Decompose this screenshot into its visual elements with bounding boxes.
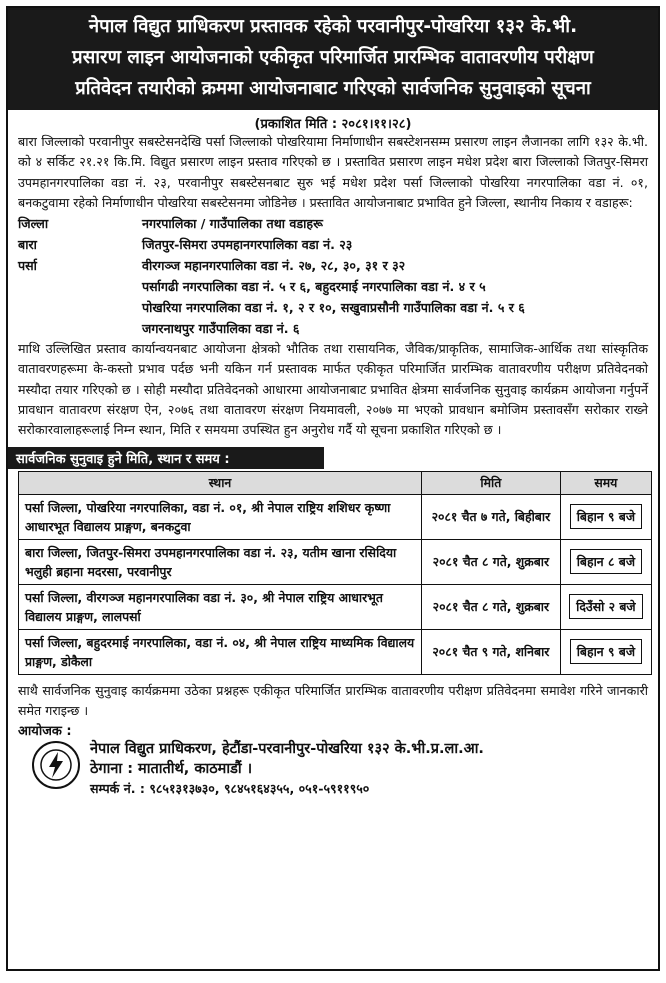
hearing-time: बिहान ८ बजे <box>570 549 642 574</box>
organizer-name: नेपाल विद्युत प्राधिकरण, हेटौंडा-परवानीपुर-पोखरिया १३२ के.भी.प्र.ला.आ. <box>90 741 484 758</box>
lightning-icon <box>38 747 74 783</box>
hearing-schedule-table <box>18 471 652 675</box>
hearing-heading: सार्वजनिक सुनुवाइ हुने मिति, स्थान र समय : <box>8 447 324 469</box>
location-district: बारा <box>18 237 37 253</box>
header-line-1: नेपाल विद्युत प्राधिकरण प्रस्तावक रहेको परवानीपुर-पोखरिया १३२ के.भी. <box>88 16 578 37</box>
hearing-time-cell <box>560 584 651 629</box>
notice-page <box>6 6 660 971</box>
location-municipality: पर्सागढी नगरपालिका वडा नं. ५ र ६, बहुदरमाई नगरपालिका वडा नं. ४ र ५ <box>142 279 486 295</box>
hearing-place: बारा जिल्ला, जितपुर-सिमरा उपमहानगरपालिका वडा नं. २३, यतीम खाना रसिदिया भलुही ब्रहाना मदरसा, परवानीपुर <box>19 539 422 584</box>
nea-logo-icon <box>32 741 80 789</box>
hearing-place: पर्सा जिल्ला, पोखरिया नगरपालिका, वडा नं. ०१, श्री नेपाल राष्ट्रिय शशिधर कृष्णा आधारभूत विद्यालय प्राङ्गण, बनकटुवा <box>19 494 422 539</box>
header-line-2: प्रसारण लाइन आयोजनाको एकीकृत परिमार्जित प्रारम्भिक वातावरणीय परीक्षण <box>72 47 594 68</box>
table-row <box>19 494 652 539</box>
column-time: समय <box>560 471 651 494</box>
location-municipality: पोखरिया नगरपालिका वडा नं. १, २ र १०, सखुवाप्रसौनी गाउँपालिका वडा नं. ५ र ६ <box>142 300 525 316</box>
hearing-date: २०८१ चैत ८ गते, शुक्रबार <box>422 539 561 584</box>
district-header: जिल्ला <box>18 216 49 232</box>
municipality-header: नगरपालिका / गाउँपालिका तथा वडाहरू <box>142 216 323 232</box>
hearing-time-cell <box>560 494 651 539</box>
table-row <box>19 629 652 674</box>
hearing-date: २०८१ चैत ९ गते, शनिबार <box>422 629 561 674</box>
hearing-time: दिउँसो २ बजे <box>569 594 643 619</box>
hearing-time-cell <box>560 629 651 674</box>
column-date: मिति <box>422 471 561 494</box>
table-header-row <box>19 471 652 494</box>
location-municipality: जगरनाथपुर गाउँपालिका वडा नं. ६ <box>142 321 300 337</box>
organizer-title: आयोजक : <box>18 724 72 740</box>
location-row <box>18 234 648 255</box>
location-municipality: जितपुर-सिमरा उपमहानगरपालिका वडा नं. २३ <box>142 237 353 253</box>
organizer-contact: सम्पर्क नं. : ९८५१३१३७३०, ९८४५१६४३५५, ०५१-५९११९५० <box>90 781 370 797</box>
location-row <box>18 297 648 318</box>
hearing-time-cell <box>560 539 651 584</box>
closing-paragraph: साथै सार्वजनिक सुनुवाइ कार्यक्रममा उठेका प्रश्नहरू एकीकृत परिमार्जित प्रारम्भिक वातावरणीय परीक्षण प्रतिवेदनमा समावेश गरिने जानकारी समेत गराइन्छ । <box>18 682 648 718</box>
location-municipality: वीरगञ्ज महानगरपालिका वडा नं. २७, २८, ३०, ३१ र ३२ <box>142 258 406 274</box>
header-line-3: प्रतिवेदन तयारीको क्रममा आयोजनाबाट गरिएको सार्वजनिक सुनुवाइको सूचना <box>75 78 591 99</box>
hearing-time: बिहान ९ बजे <box>570 504 642 529</box>
organizer-body <box>18 739 648 799</box>
publish-date: (प्रकाशित मिति : २०८१।११।२८) <box>254 117 412 132</box>
hearing-date: २०८१ चैत ७ गते, बिहीबार <box>422 494 561 539</box>
location-row <box>18 255 648 276</box>
organizer-details <box>90 739 484 799</box>
location-district: पर्सा <box>18 258 37 274</box>
location-row <box>18 276 648 297</box>
organizer-address: ठेगाना : मातातीर्थ, काठमाडौं । <box>90 761 253 778</box>
locations-header-row <box>18 213 648 234</box>
affected-locations <box>8 213 658 339</box>
table-row <box>19 539 652 584</box>
hearing-place: पर्सा जिल्ला, वीरगञ्ज महानगरपालिका वडा नं. ३०, श्री नेपाल राष्ट्रिय आधारभूत विद्यालय प्राङ्गण, लालपर्सा <box>19 584 422 629</box>
organizer-block <box>8 721 658 799</box>
notice-header <box>8 8 658 110</box>
intro-paragraph: बारा जिल्लाको परवानीपुर सबस्टेसनदेखि पर्सा जिल्लाको पोखरियामा निर्माणाधीन सबस्टेशनसम्म प्रसारण लाइन लैजानका लागि १३२ के.भी. को ४ सर्किट २१.२१ कि.मि. विद्युत प्रसारण लाइन प्रस्ताव गरिएको छ । प्रस्तावित प्रसारण लाइन मधेश प्रदेश बारा जिल्लाको जितपुर-सिमरा उपमहानगरपालिका वडा नं. २३, परवानीपुर सबस्टेसनबाट सुरु भई मधेश प्रदेश पर्सा जिल्लाको पोखरिया नगरपालिका वडा नं. ०१, बनकटुवामा रहेको निर्माणाधीन पोखरिया सबस्टेसनमा जोडिनेछ । प्रस्तावित आयोजनाबाट प्रभावित हुने जिल्ला, स्थानीय निकाय र वडाहरू: <box>18 134 648 210</box>
hearing-time: बिहान ९ बजे <box>570 639 642 664</box>
hearing-place: पर्सा जिल्ला, बहुदरमाई नगरपालिका, वडा नं. ०४, श्री नेपाल राष्ट्रिय माध्यमिक विद्यालय प्राङ्गण, डोकैला <box>19 629 422 674</box>
column-place: स्थान <box>19 471 422 494</box>
location-row <box>18 318 648 339</box>
hearing-date: २०८१ चैत ८ गते, शुक्रबार <box>422 584 561 629</box>
details-paragraph: माथि उल्लिखित प्रस्ताव कार्यान्वयनबाट आयोजना क्षेत्रको भौतिक तथा रासायनिक, जैविक/प्राकृतिक, सामाजिक-आर्थिक तथा सांस्कृतिक वातावरणहरूमा के-कस्तो प्रभाव पर्दछ भनी यकिन गर्न प्रस्तावक मार्फत एकीकृत परिमार्जित प्रारम्भिक वातावरणीय परीक्षण प्रतिवेदनको मस्यौदा तयार गरिएको छ । सोही मस्यौदा प्रतिवेदनको आधारमा आयोजनाबाट प्रभावित क्षेत्रमा सार्वजनिक सुनुवाइ कार्यक्रम आयोजना गर्नुपर्ने प्रावधान वातावरण संरक्षण ऐन, २०७६ तथा वातावरण संरक्षण नियमावली, २०७७ मा भएको प्रावधान बमोजिम प्रस्तावसँग सरोकार राख्ने सरोकारवालाहरूलाई निम्न स्थान, मिति र समयमा उपस्थित हुन अनुरोध गर्दै यो सूचना प्रकाशित गरिएको छ । <box>18 341 648 438</box>
table-row <box>19 584 652 629</box>
